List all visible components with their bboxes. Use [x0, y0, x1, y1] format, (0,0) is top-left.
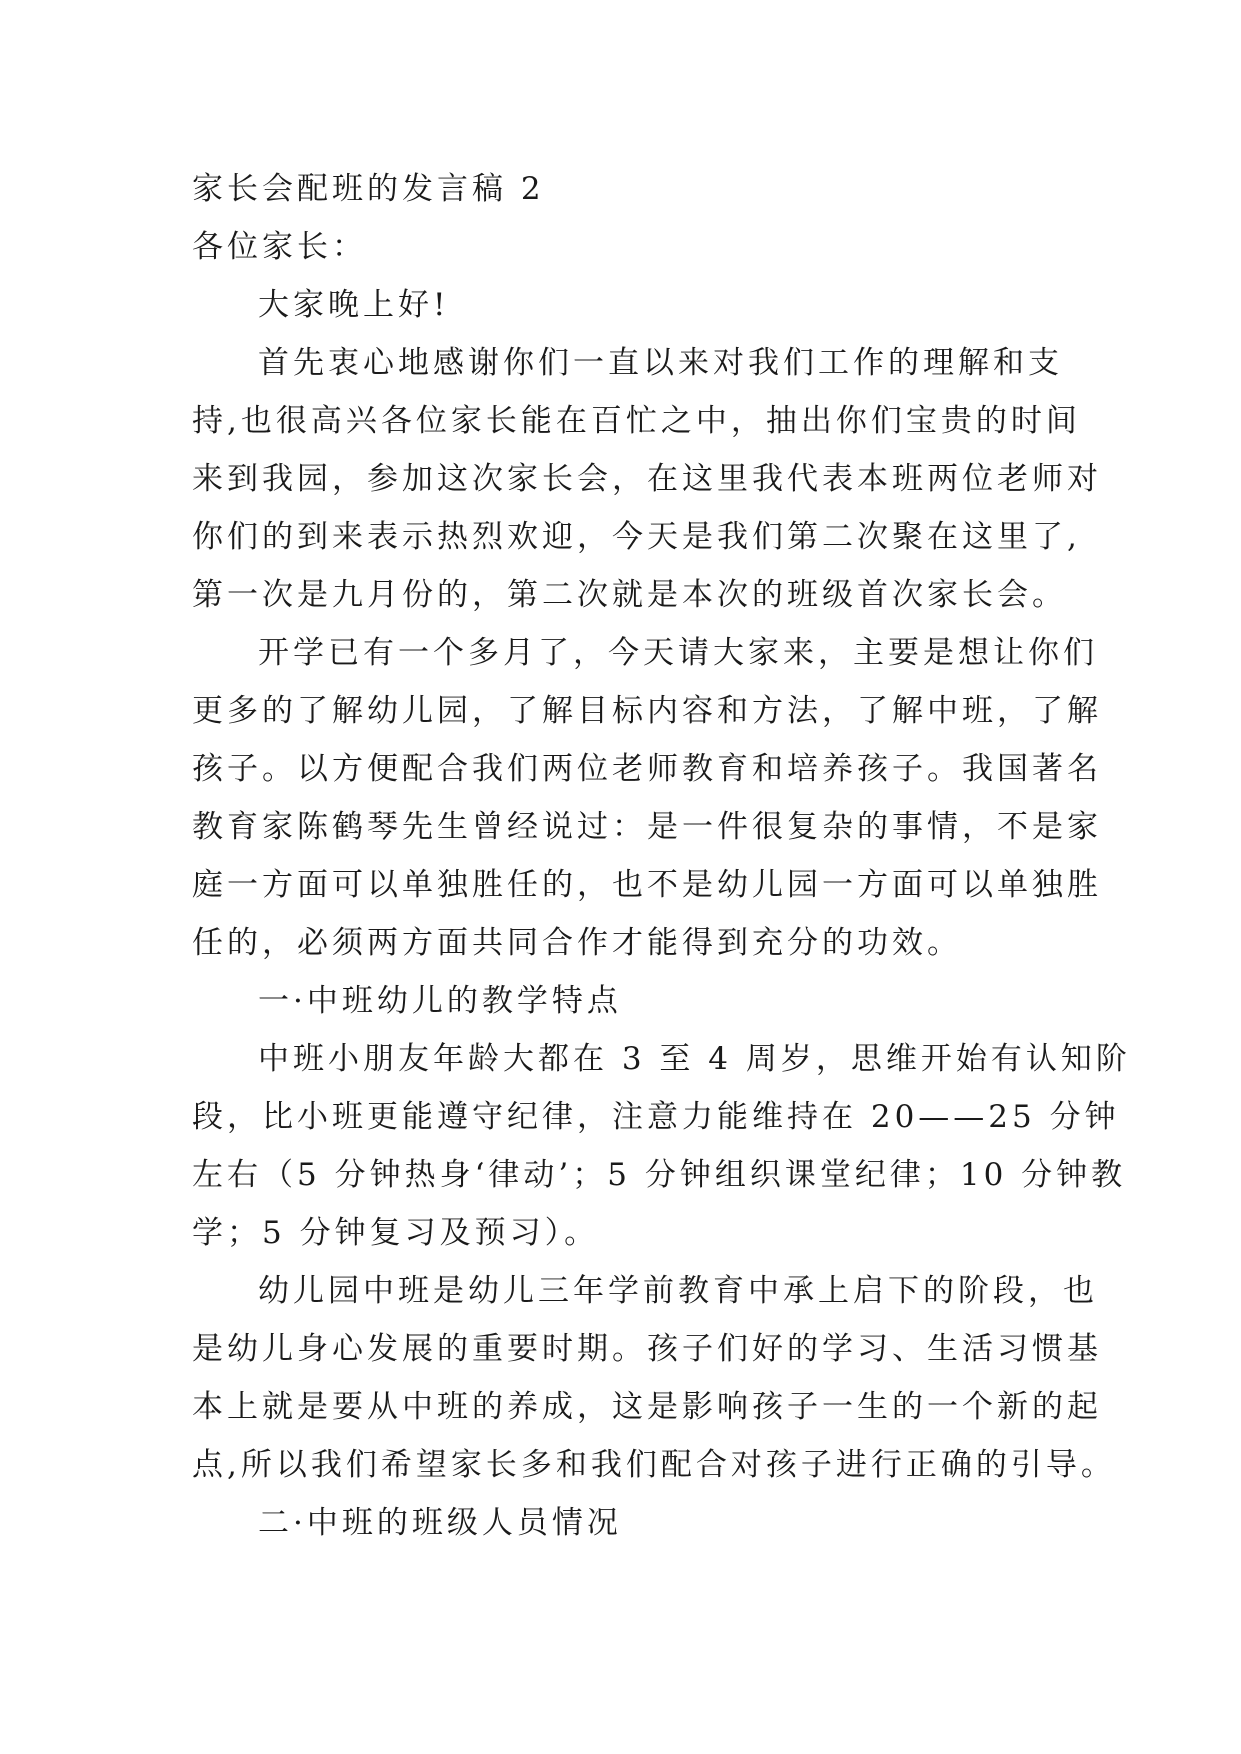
- paragraph-1-line-5: 第一次是九月份的，第二次就是本次的班级首次家长会。: [192, 577, 1067, 613]
- paragraph-1-line-4: 你们的到来表示热烈欢迎，今天是我们第二次聚在这里了,: [192, 519, 1081, 555]
- document-title: 家长会配班的发言稿 2: [192, 171, 545, 207]
- paragraph-3-line-3: 左右（5 分钟热身‘律动’；5 分钟组织课堂纪律；10 分钟教: [192, 1157, 1127, 1193]
- section-heading-1: 一·中班幼儿的教学特点: [258, 983, 622, 1019]
- greeting-line: 大家晚上好!: [258, 287, 450, 323]
- document-body: [192, 160, 1131, 1552]
- paragraph-1-line-3: 来到我园，参加这次家长会，在这里我代表本班两位老师对: [192, 461, 1102, 497]
- paragraph-1-line-1: 首先衷心地感谢你们一直以来对我们工作的理解和支: [258, 345, 1063, 381]
- paragraph-2-line-4: 教育家陈鹤琴先生曾经说过：是一件很复杂的事情，不是家: [192, 809, 1102, 845]
- paragraph-4-line-2: 是幼儿身心发展的重要时期。孩子们好的学习、生活习惯基: [192, 1331, 1102, 1367]
- paragraph-1-line-2: 持,也很高兴各位家长能在百忙之中，抽出你们宝贵的时间: [192, 403, 1081, 439]
- paragraph-3-line-2: 段，比小班更能遵守纪律，注意力能维持在 20——25 分钟: [192, 1099, 1120, 1135]
- paragraph-2-line-3: 孩子。以方便配合我们两位老师教育和培养孩子。我国著名: [192, 751, 1102, 787]
- paragraph-2-line-2: 更多的了解幼儿园，了解目标内容和方法，了解中班，了解: [192, 693, 1102, 729]
- paragraph-3-line-4: 学；5 分钟复习及预习）。: [192, 1215, 600, 1251]
- paragraph-3-line-1: 中班小朋友年龄大都在 3 至 4 周岁，思维开始有认知阶: [258, 1041, 1131, 1077]
- paragraph-4-line-4: 点,所以我们希望家长多和我们配合对孩子进行正确的引导。: [192, 1447, 1116, 1483]
- paragraph-4-line-1: 幼儿园中班是幼儿三年学前教育中承上启下的阶段，也: [258, 1273, 1098, 1309]
- paragraph-2-line-5: 庭一方面可以单独胜任的，也不是幼儿园一方面可以单独胜: [192, 867, 1102, 903]
- paragraph-2-line-1: 开学已有一个多月了，今天请大家来，主要是想让你们: [258, 635, 1098, 671]
- paragraph-2-line-6: 任的，必须两方面共同合作才能得到充分的功效。: [192, 925, 962, 961]
- paragraph-4-line-3: 本上就是要从中班的养成，这是影响孩子一生的一个新的起: [192, 1389, 1102, 1425]
- section-heading-2: 二·中班的班级人员情况: [258, 1505, 622, 1541]
- salutation: 各位家长：: [192, 229, 367, 265]
